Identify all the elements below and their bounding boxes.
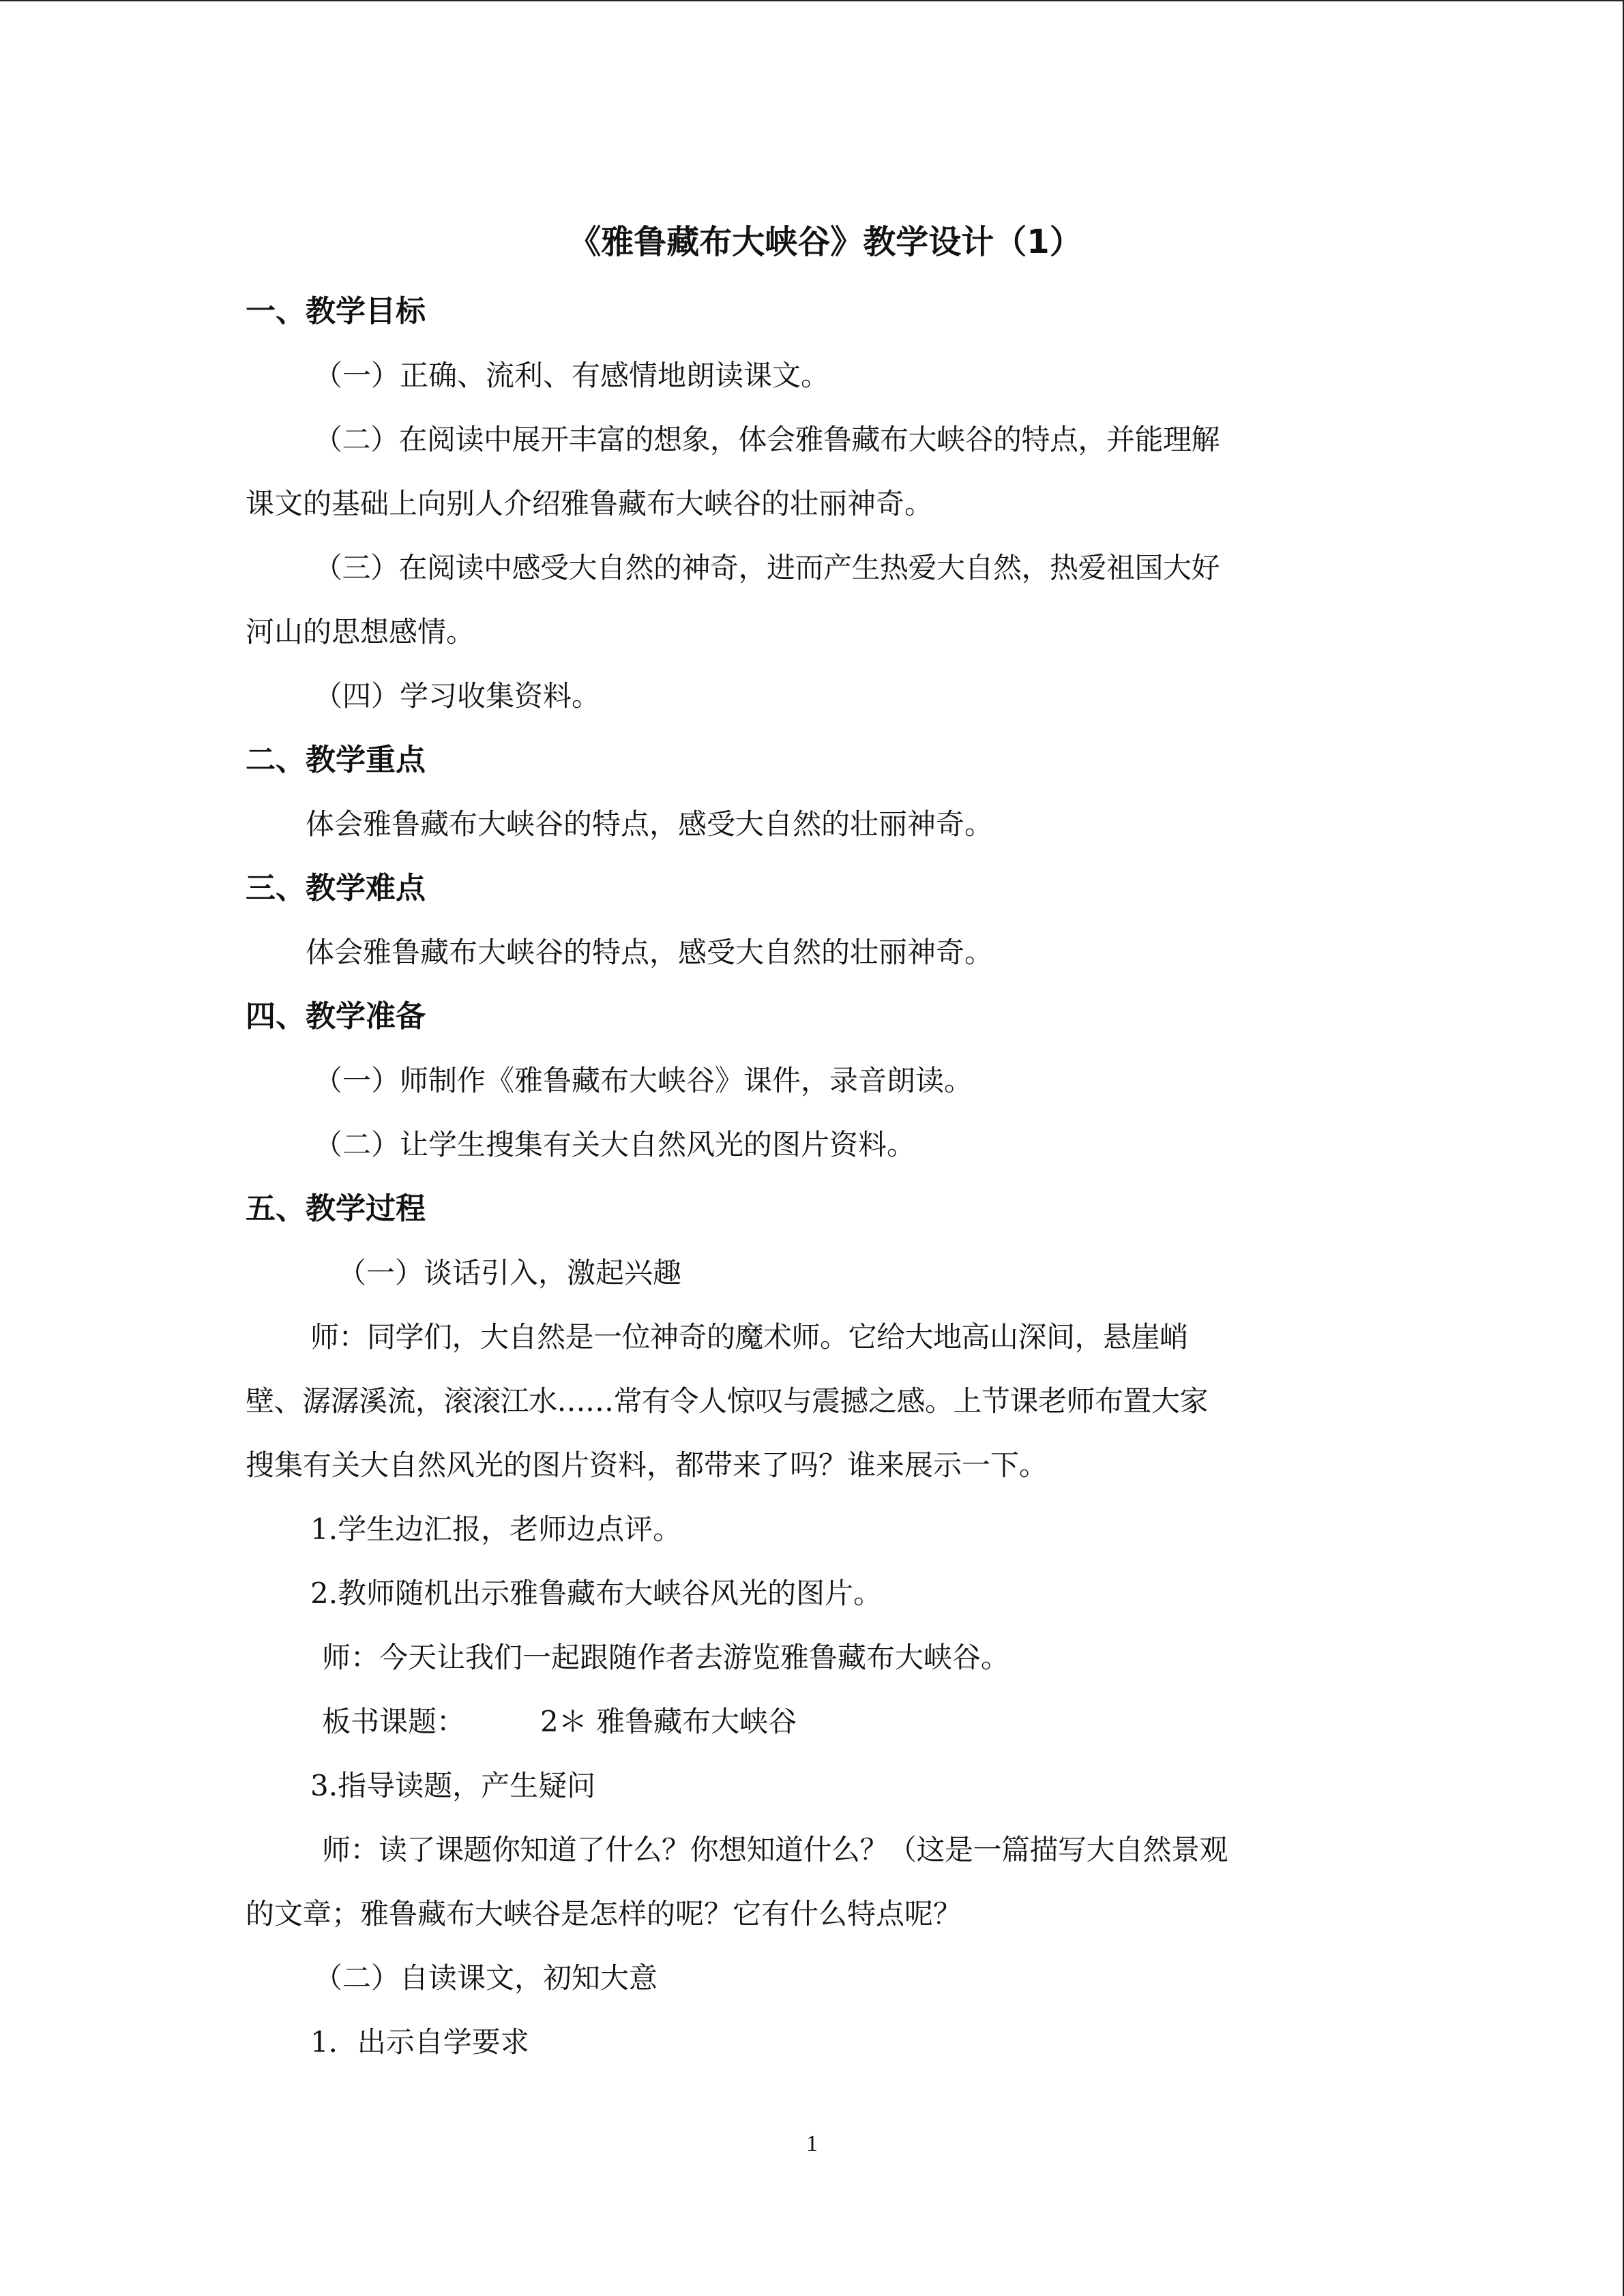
objective-item-3-line-2: 河山的思想感情。	[246, 615, 475, 648]
heading-key-points: 二、教学重点	[246, 743, 426, 777]
heading-difficulties: 三、教学难点	[246, 871, 426, 906]
process-teacher-3-line-1: 师：读了课题你知道了什么？你想知道什么？（这是一篇描写大自然景观	[322, 1833, 1228, 1866]
board-title: 2＊ 雅鲁藏布大峡谷	[540, 1705, 797, 1738]
heading-process: 五、教学过程	[246, 1191, 426, 1226]
process-point-3: 3.指导读题，产生疑问	[310, 1769, 596, 1802]
heading-objectives: 一、教学目标	[246, 294, 426, 329]
objective-item-3	[246, 536, 1378, 664]
process-teacher-intro-line-2: 壁、潺潺溪流，滚滚江水……常有令人惊叹与震撼之感。上节课老师布置大家	[246, 1384, 1209, 1418]
document-title: 《雅鲁藏布大峡谷》教学设计（1）	[568, 223, 1082, 261]
section-key-points	[246, 728, 1378, 856]
objective-item-4: （四）学习收集资料。	[314, 679, 601, 713]
process-teacher-intro	[246, 1305, 1378, 1497]
process-step-1-title: （一）谈话引入，激起兴趣	[338, 1256, 682, 1289]
key-points-text: 体会雅鲁藏布大峡谷的特点，感受大自然的壮丽神奇。	[306, 807, 994, 841]
process-teacher-intro-line-1: 师：同学们，大自然是一位神奇的魔术师。它给大地高山深间，悬崖峭	[310, 1320, 1188, 1354]
section-process	[246, 1177, 1378, 2074]
objective-item-3-line-1: （三）在阅读中感受大自然的神奇，进而产生热爱大自然，热爱祖国大好	[314, 551, 1220, 584]
process-teacher-3	[246, 1818, 1378, 1946]
difficulties-text: 体会雅鲁藏布大峡谷的特点，感受大自然的壮丽神奇。	[306, 936, 994, 969]
objective-item-2	[246, 408, 1378, 536]
document-body	[246, 205, 1378, 2074]
process-step-2-point-1: 1．出示自学要求	[310, 2025, 529, 2059]
section-preparation	[246, 985, 1378, 1177]
process-teacher-intro-line-3: 搜集有关大自然风光的图片资料，都带来了吗？谁来展示一下。	[246, 1448, 1048, 1482]
process-point-1: 1.学生边汇报，老师边点评。	[310, 1512, 682, 1546]
preparation-item-2: （二）让学生搜集有关大自然风光的图片资料。	[314, 1128, 916, 1161]
preparation-item-1: （一）师制作《雅鲁藏布大峡谷》课件，录音朗读。	[314, 1064, 973, 1097]
section-difficulties	[246, 856, 1378, 985]
objective-item-1: （一）正确、流利、有感情地朗读课文。	[314, 359, 830, 392]
process-step-2-title: （二）自读课文，初知大意	[314, 1961, 658, 1995]
process-point-2: 2.教师随机出示雅鲁藏布大峡谷风光的图片。	[310, 1577, 883, 1610]
objective-item-2-line-2: 课文的基础上向别人介绍雅鲁藏布大峡谷的壮丽神奇。	[246, 487, 934, 520]
board-title-line	[246, 1690, 1378, 1754]
heading-preparation: 四、教学准备	[246, 999, 426, 1034]
board-label: 板书课题：	[322, 1705, 466, 1738]
section-objectives	[246, 280, 1378, 728]
objective-item-2-line-1: （二）在阅读中展开丰富的想象，体会雅鲁藏布大峡谷的特点，并能理解	[314, 423, 1220, 456]
process-teacher-3-line-2: 的文章；雅鲁藏布大峡谷是怎样的呢？它有什么特点呢？	[246, 1897, 962, 1930]
process-teacher-2: 师：今天让我们一起跟随作者去游览雅鲁藏布大峡谷。	[322, 1641, 1010, 1674]
page-number: 1	[806, 2131, 818, 2156]
